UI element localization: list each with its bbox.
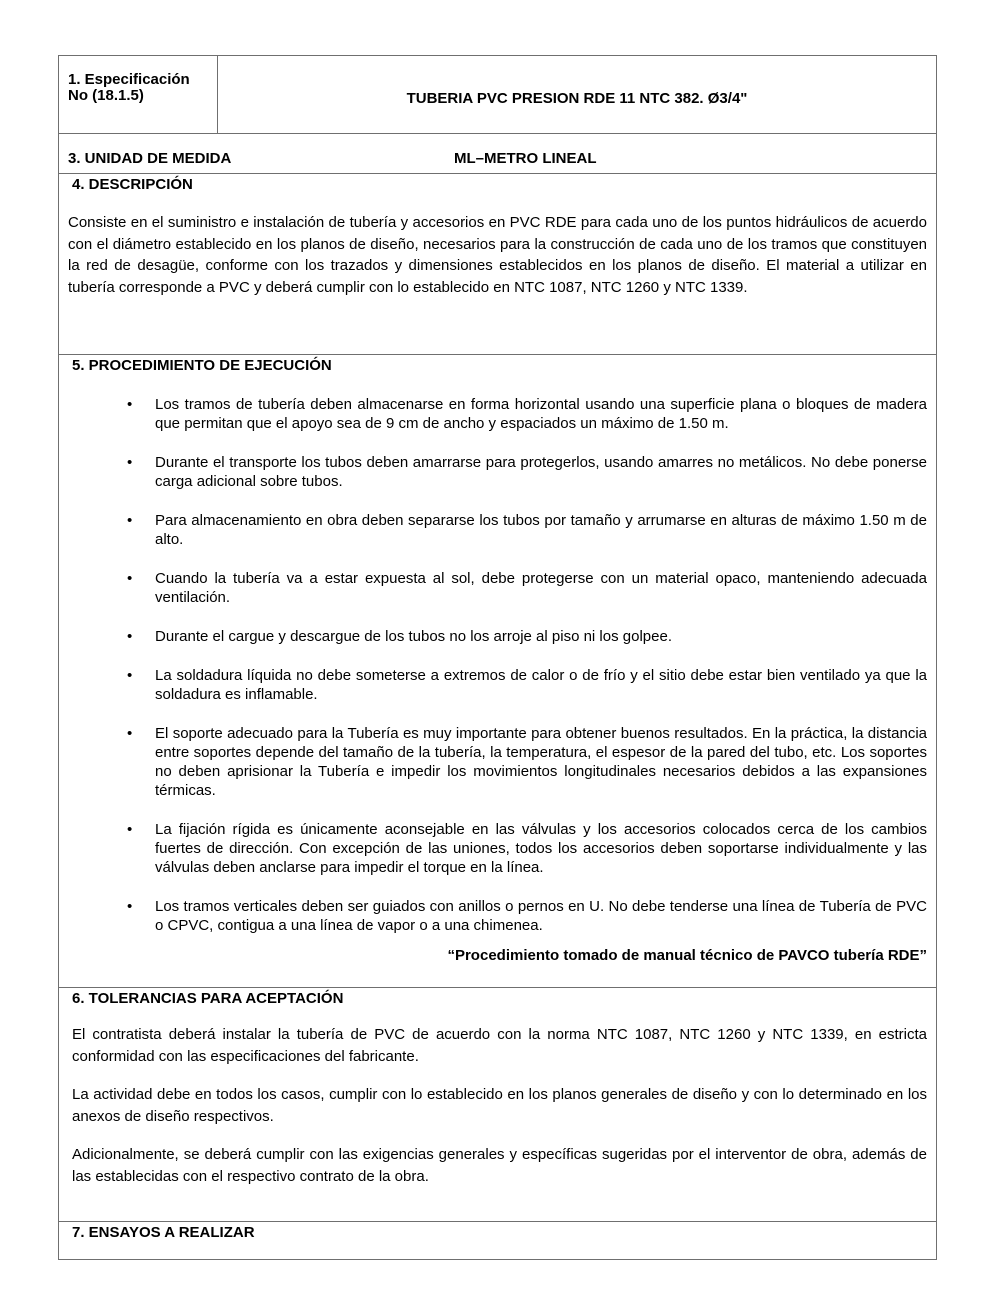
- list-item: [59, 897, 927, 935]
- tests-title: 7. ENSAYOS A REALIZAR: [72, 1224, 255, 1241]
- bullet-icon: •: [127, 396, 133, 413]
- description-text: Consiste en el suministro e instalación de tubería y accesorios en PVC RDE para cada uno de los puntos hidráulicos de acuerdo con el diámetro establecido en los planos de diseño, necesarios para la construcción de cada uno de los tramos que constituyen la red de desagüe, conforme con los trazados y dimensiones establecidos en los planos de diseño. El material a utilizar en tubería corresponde a PVC y deberá cumplir con lo establecido en NTC 1087, NTC 1260 y NTC 1339.: [68, 214, 927, 296]
- spec-title-cell: [218, 56, 936, 133]
- procedure-item-text: Para almacenamiento en obra deben separarse los tubos por tamaño y arrumarse en alturas de máximo 1.50 m de alto.: [155, 512, 927, 548]
- list-item: [59, 511, 927, 549]
- list-item: [59, 453, 927, 491]
- tolerances-section: [59, 988, 936, 1222]
- procedure-list: [59, 395, 927, 955]
- tolerances-title: 6. TOLERANCIAS PARA ACEPTACIÓN: [72, 990, 344, 1007]
- bullet-icon: •: [127, 628, 133, 645]
- bullet-icon: •: [127, 821, 133, 838]
- unit-label: 3. UNIDAD DE MEDIDA: [68, 150, 232, 167]
- tolerances-paragraph: La actividad debe en todos los casos, cumplir con lo establecido en los planos generales de diseño y con lo determinado en los anexos de diseño respectivos.: [72, 1086, 927, 1125]
- specification-sheet: [58, 55, 937, 1260]
- procedure-item-text: Durante el transporte los tubos deben amarrarse para protegerlos, usando amarres no metálicos. No debe ponerse carga adicional sobre tubos.: [155, 454, 927, 490]
- spec-label: 1. Especificación: [68, 71, 190, 88]
- list-item: [59, 569, 927, 607]
- tolerances-paragraph: Adicionalmente, se deberá cumplir con las exigencias generales y específicas sugeridas por el interventor de obra, además de las establecidas con el respectivo contrato de la obra.: [72, 1146, 927, 1185]
- list-item: [59, 666, 927, 704]
- description-section: [59, 174, 936, 355]
- tolerances-paragraph: El contratista deberá instalar la tubería de PVC de acuerdo con la norma NTC 1087, NTC 1260 y NTC 1339, en estricta conformidad con las especificaciones del fabricante.: [72, 1026, 927, 1065]
- procedure-item-text: El soporte adecuado para la Tubería es muy importante para obtener buenos resultados. En la práctica, la distancia entre soportes depende del tamaño de la tubería, la temperatura, el espesor de la pared del tubo, etc. Los soportes no deben aprisionar la Tubería e impedir los movimientos longitudinales necesarios debidos a las expansiones térmicas.: [155, 725, 927, 799]
- bullet-icon: •: [127, 454, 133, 471]
- spec-title: TUBERIA PVC PRESION RDE 11 NTC 382. Ø3/4": [406, 90, 748, 107]
- procedure-item-text: Los tramos verticales deben ser guiados con anillos o pernos en U. No debe tenderse una línea de Tubería de PVC o CPVC, contigua a una línea de vapor o a una chimenea.: [155, 898, 927, 934]
- spec-number: No (18.1.5): [68, 87, 144, 104]
- procedure-title: 5. PROCEDIMIENTO DE EJECUCIÓN: [72, 357, 332, 374]
- bullet-icon: •: [127, 570, 133, 587]
- procedure-item-text: Durante el cargue y descargue de los tubos no los arroje al piso ni los golpee.: [155, 628, 672, 645]
- spec-number-cell: [59, 56, 218, 133]
- unit-value: ML–METRO LINEAL: [454, 150, 597, 167]
- procedure-item-text: La soldadura líquida no debe someterse a extremos de calor o de frío y el sitio debe estar bien ventilado ya que la soldadura es inflamable.: [155, 667, 927, 703]
- procedure-item-text: La fijación rígida es únicamente aconsejable en las válvulas y los accesorios colocados cerca de los cambios fuertes de dirección. Con excepción de las uniones, todos los accesorios deben soportarse individualmente y las válvulas deben anclarse para impedir el torque en la línea.: [155, 821, 927, 876]
- list-item: [59, 724, 927, 800]
- bullet-icon: •: [127, 898, 133, 915]
- list-item: [59, 395, 927, 433]
- bullet-icon: •: [127, 667, 133, 684]
- bullet-icon: •: [127, 512, 133, 529]
- description-title: 4. DESCRIPCIÓN: [72, 176, 193, 193]
- list-item: [59, 820, 927, 877]
- unit-row: [59, 134, 936, 174]
- spec-header-row: [59, 56, 936, 134]
- bullet-icon: •: [127, 725, 133, 742]
- procedure-section: [59, 355, 936, 988]
- procedure-item-text: Los tramos de tubería deben almacenarse en forma horizontal usando una superficie plana o bloques de madera que permitan que el apoyo sea de 9 cm de ancho y espaciados un máximo de 1.50 m.: [155, 396, 927, 432]
- list-item: [59, 627, 927, 646]
- source-note: “Procedimiento tomado de manual técnico de PAVCO tubería RDE”: [447, 947, 927, 964]
- tests-section: [59, 1222, 936, 1259]
- procedure-item-text: Cuando la tubería va a estar expuesta al sol, debe protegerse con un material opaco, manteniendo adecuada ventilación.: [155, 570, 927, 606]
